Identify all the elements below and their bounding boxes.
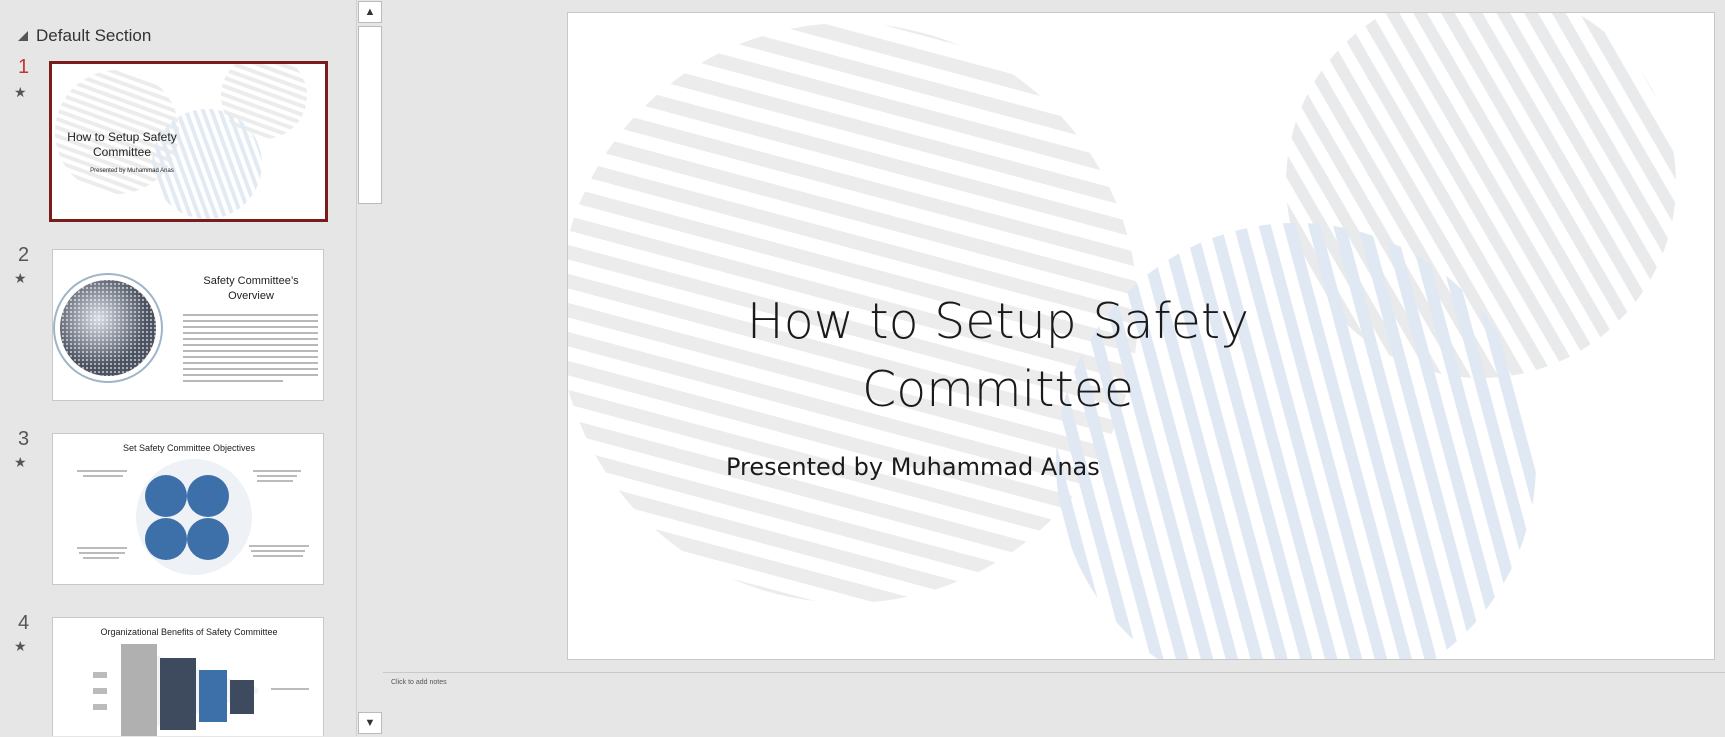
collapse-triangle-icon[interactable] [18, 31, 28, 41]
slide-subtitle[interactable]: Presented by Muhammad Anas [726, 453, 1100, 481]
main-slide-canvas[interactable] [567, 12, 1715, 660]
star-icon: ★ [14, 84, 27, 100]
sphere-graphic [53, 250, 324, 401]
star-icon: ★ [14, 454, 27, 470]
section-header[interactable] [18, 24, 151, 48]
slide-thumbnail-2[interactable] [52, 249, 324, 401]
scroll-up-button[interactable] [358, 1, 382, 23]
objectives-graphic [53, 434, 324, 585]
thumb-title: Safety Committee’s Overview [203, 275, 299, 302]
scroll-down-button[interactable] [358, 712, 382, 734]
slide-thumbnail-pane[interactable] [0, 0, 357, 736]
scrollbar-thumb[interactable] [358, 26, 382, 204]
slide-title[interactable] [598, 288, 1398, 424]
thumb-title: Organizational Benefits of Safety Committee [100, 627, 278, 637]
slide-thumbnail-4[interactable] [52, 617, 324, 736]
slide-number-2: 2 [18, 244, 30, 266]
slide-thumbnail-1[interactable] [49, 61, 328, 222]
slide-thumbnail-3[interactable] [52, 433, 324, 585]
thumb-title: Set Safety Committee Objectives [122, 443, 256, 453]
slide-number-4: 4 [18, 612, 30, 634]
slide-title-line-2: Committee [862, 361, 1134, 418]
slide-number-3: 3 [18, 428, 30, 450]
notes-pane[interactable] [383, 672, 1725, 737]
thumb-subtitle: Presented by Muhammad Anas [90, 168, 174, 174]
notes-placeholder: Click to add notes [391, 679, 447, 686]
slide-number-1: 1 [18, 56, 30, 78]
slide-title-line-1: How to Setup Safety [746, 293, 1250, 350]
thumbnail-scrollbar[interactable] [356, 0, 384, 736]
star-icon: ★ [14, 638, 27, 654]
star-icon: ★ [14, 270, 27, 286]
thumb-title: How to Setup Safety Committee [67, 130, 177, 159]
down-arrow-icon: ▼ [364, 717, 376, 729]
section-label: Default Section [36, 26, 152, 45]
up-arrow-icon: ▲ [364, 6, 376, 18]
